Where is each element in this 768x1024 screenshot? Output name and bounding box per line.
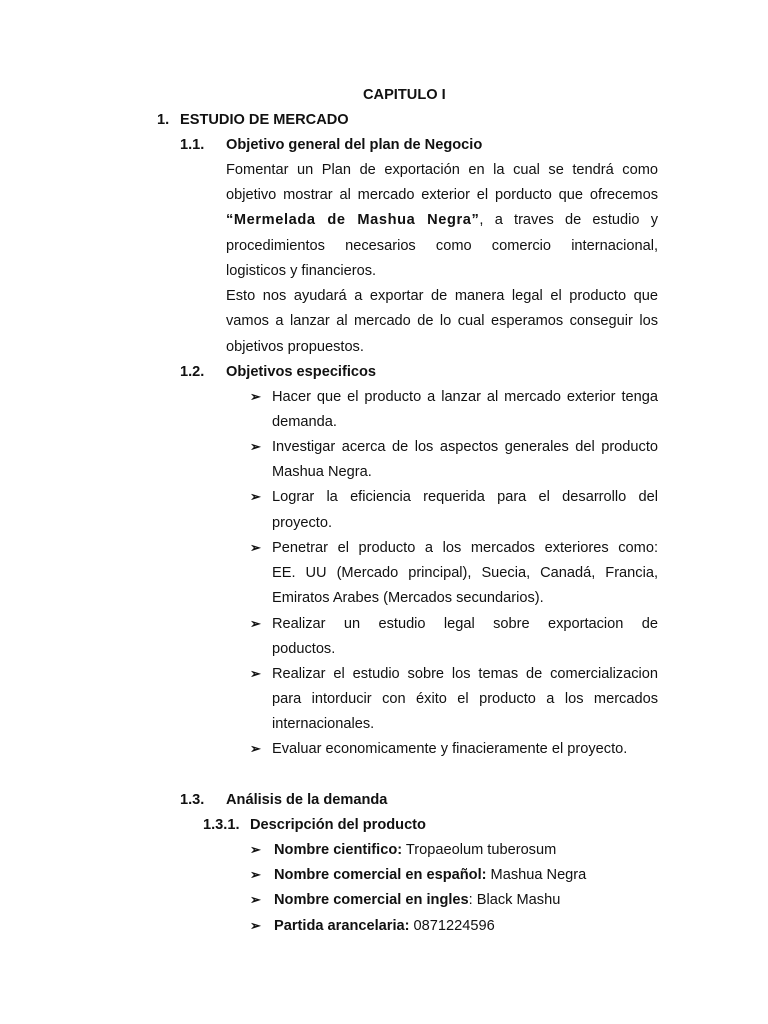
- bullet-line: proyecto.: [272, 515, 333, 531]
- paragraph-line: procedimientos necesarios como comercio internacional,: [226, 238, 658, 254]
- bullet-line: EE. UU (Mercado principal), Suecia, Canadá, Francia,: [272, 565, 658, 581]
- arrowhead-bullet-icon: ➢: [250, 439, 261, 454]
- arrowhead-bullet-icon: ➢: [250, 616, 261, 631]
- arrowhead-bullet-icon: ➢: [250, 666, 261, 681]
- arrowhead-bullet-icon: ➢: [250, 918, 261, 933]
- paragraph-line: Fomentar un Plan de exportación en la cual se tendrá como: [226, 162, 658, 178]
- section-1-2-title: Objetivos especificos: [226, 364, 377, 380]
- bullet-line: Evaluar economicamente y finacieramente el proyecto.: [272, 741, 628, 757]
- bullet-line: poductos.: [272, 641, 336, 657]
- bullet-line: Hacer que el producto a lanzar al mercado exterior tenga: [272, 389, 658, 405]
- bullet-line: internacionales.: [272, 716, 375, 732]
- product-detail-item: [274, 841, 556, 859]
- detail-label: Nombre comercial en español:: [274, 867, 487, 883]
- bullet-line: Investigar acerca de los aspectos generales del producto: [272, 439, 658, 455]
- product-detail-item: [274, 917, 495, 935]
- section-1-3-title: Análisis de la demanda: [226, 792, 388, 808]
- detail-value: Mashua Negra: [486, 867, 587, 883]
- arrowhead-bullet-icon: ➢: [250, 489, 261, 504]
- arrowhead-bullet-icon: ➢: [250, 867, 261, 882]
- paragraph-line: logisticos y financieros.: [226, 263, 377, 279]
- detail-value: : Black Mashu: [468, 892, 561, 908]
- detail-label: Nombre cientifico:: [274, 842, 403, 858]
- paragraph-line: vamos a lanzar al mercado de lo cual esperamos conseguir los: [226, 313, 658, 329]
- bullet-line: Realizar el estudio sobre los temas de comercializacion: [272, 666, 658, 682]
- product-name: “Mermelada de Mashua Negra”: [226, 212, 480, 228]
- product-detail-item: [274, 866, 586, 884]
- detail-value: Tropaeolum tuberosum: [402, 842, 557, 858]
- bullet-line: Realizar un estudio legal sobre exportacion de: [272, 616, 658, 632]
- section-1-1-title: Objetivo general del plan de Negocio: [226, 137, 483, 153]
- section-1-3-number: 1.3.: [180, 792, 205, 808]
- section-1-3-1-number: 1.3.1.: [203, 817, 240, 833]
- detail-label: Nombre comercial en ingles: [274, 892, 469, 908]
- paragraph-line: objetivo mostrar al mercado exterior el porducto que ofrecemos: [226, 187, 658, 203]
- bullet-line: Penetrar el producto a los mercados exteriores como:: [272, 540, 658, 556]
- chapter-title: CAPITULO I: [363, 87, 446, 103]
- paragraph-line: Esto nos ayudará a exportar de manera legal el producto que: [226, 288, 658, 304]
- section-1-3-1-title: Descripción del producto: [250, 817, 426, 833]
- arrowhead-bullet-icon: ➢: [250, 842, 261, 857]
- bullet-line: demanda.: [272, 414, 337, 430]
- paragraph-line: objetivos propuestos.: [226, 339, 364, 355]
- section-1-1-number: 1.1.: [180, 137, 205, 153]
- section-1-number: 1.: [157, 112, 170, 128]
- arrowhead-bullet-icon: ➢: [250, 389, 261, 404]
- detail-label: Partida arancelaria:: [274, 918, 410, 934]
- section-1-2-number: 1.2.: [180, 364, 205, 380]
- bullet-line: Emiratos Arabes (Mercados secundarios).: [272, 590, 544, 606]
- paragraph-line: [226, 211, 658, 229]
- section-1-title: ESTUDIO DE MERCADO: [180, 112, 349, 128]
- bullet-line: para intorducir con éxito el producto a los mercados: [272, 691, 658, 707]
- product-detail-item: [274, 891, 560, 909]
- arrowhead-bullet-icon: ➢: [250, 892, 261, 907]
- arrowhead-bullet-icon: ➢: [250, 540, 261, 555]
- paragraph-text: , a traves de estudio y: [479, 212, 658, 228]
- detail-value: 0871224596: [409, 918, 495, 934]
- bullet-line: Mashua Negra.: [272, 464, 372, 480]
- bullet-line: Lograr la eficiencia requerida para el desarrollo del: [272, 489, 658, 505]
- arrowhead-bullet-icon: ➢: [250, 741, 261, 756]
